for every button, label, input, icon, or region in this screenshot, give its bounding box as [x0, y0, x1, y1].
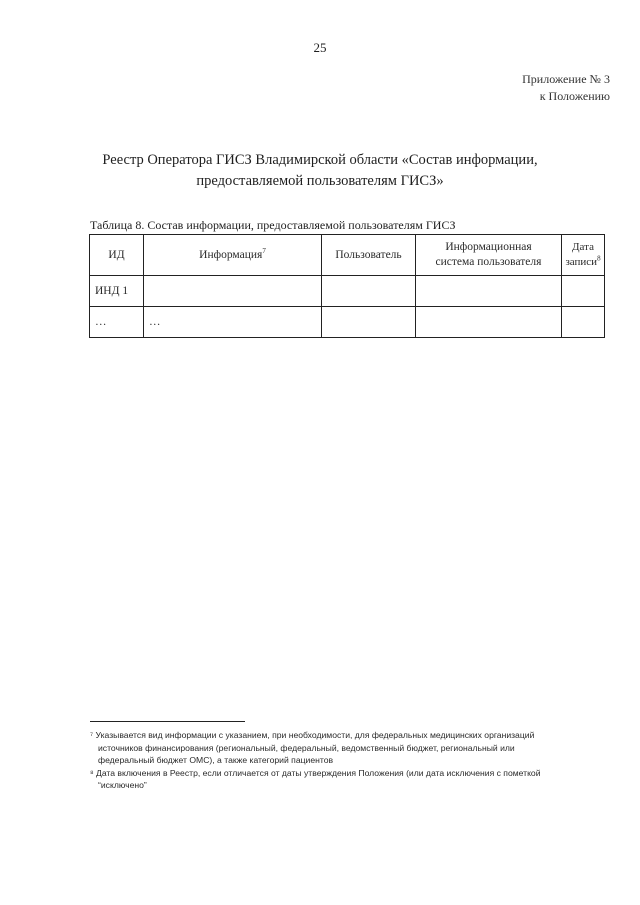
appendix-reference — [522, 71, 610, 105]
cell-user — [322, 276, 416, 307]
cell-info: … — [144, 307, 322, 338]
table-caption: Таблица 8. Состав информации, предоставляемой пользователям ГИСЗ — [90, 218, 456, 232]
footnote-divider — [90, 721, 245, 722]
footnotes — [90, 729, 610, 792]
registry-table — [89, 234, 605, 338]
title-line-1: Реестр Оператора ГИСЗ Владимирской области «Состав информации, — [102, 152, 538, 168]
cell-id: … — [90, 307, 144, 338]
footnote-ref-7: 7 — [262, 246, 266, 255]
cell-date — [562, 307, 605, 338]
table-row — [90, 307, 605, 338]
footnote-ref-8: 8 — [597, 254, 601, 263]
footnote-7-line-2: источников финансирования (региональный, федеральный, ведомственный бюджет, региональный или — [98, 742, 515, 753]
footnote-8-line-2: “исключено” — [98, 780, 147, 790]
footnote-8-line-1: ⁸ Дата включения в Реестр, если отличается от даты утверждения Положения (или дата исключения с пометкой — [90, 767, 541, 778]
table-row — [90, 276, 605, 307]
cell-system — [416, 276, 562, 307]
header-system: Информационная система пользователя — [416, 235, 562, 276]
table-header-row — [90, 235, 605, 276]
appendix-line-2: к Положению — [539, 89, 610, 103]
cell-system — [416, 307, 562, 338]
cell-date — [562, 276, 605, 307]
title-line-2: предоставляемой пользователям ГИСЗ» — [196, 173, 444, 189]
header-info: Информация$^7$ — [144, 235, 322, 276]
header-date: Дата записи$^8$ — [562, 235, 605, 276]
document-title — [60, 150, 580, 192]
cell-id: ИНД 1 — [90, 276, 144, 307]
footnote-7-line-1: ⁷ Указывается вид информации с указанием, при необходимости, для федеральных медицинских организаций — [90, 730, 535, 740]
page-number: 25 — [313, 40, 327, 55]
cell-info — [144, 276, 322, 307]
appendix-line-1: Приложение № 3 — [522, 72, 610, 86]
cell-user — [322, 307, 416, 338]
header-user: Пользователь — [322, 235, 416, 276]
footnote-7-line-3: федеральный бюджет ОМС), а также категорий пациентов — [98, 755, 334, 765]
header-id: ИД — [90, 235, 144, 276]
